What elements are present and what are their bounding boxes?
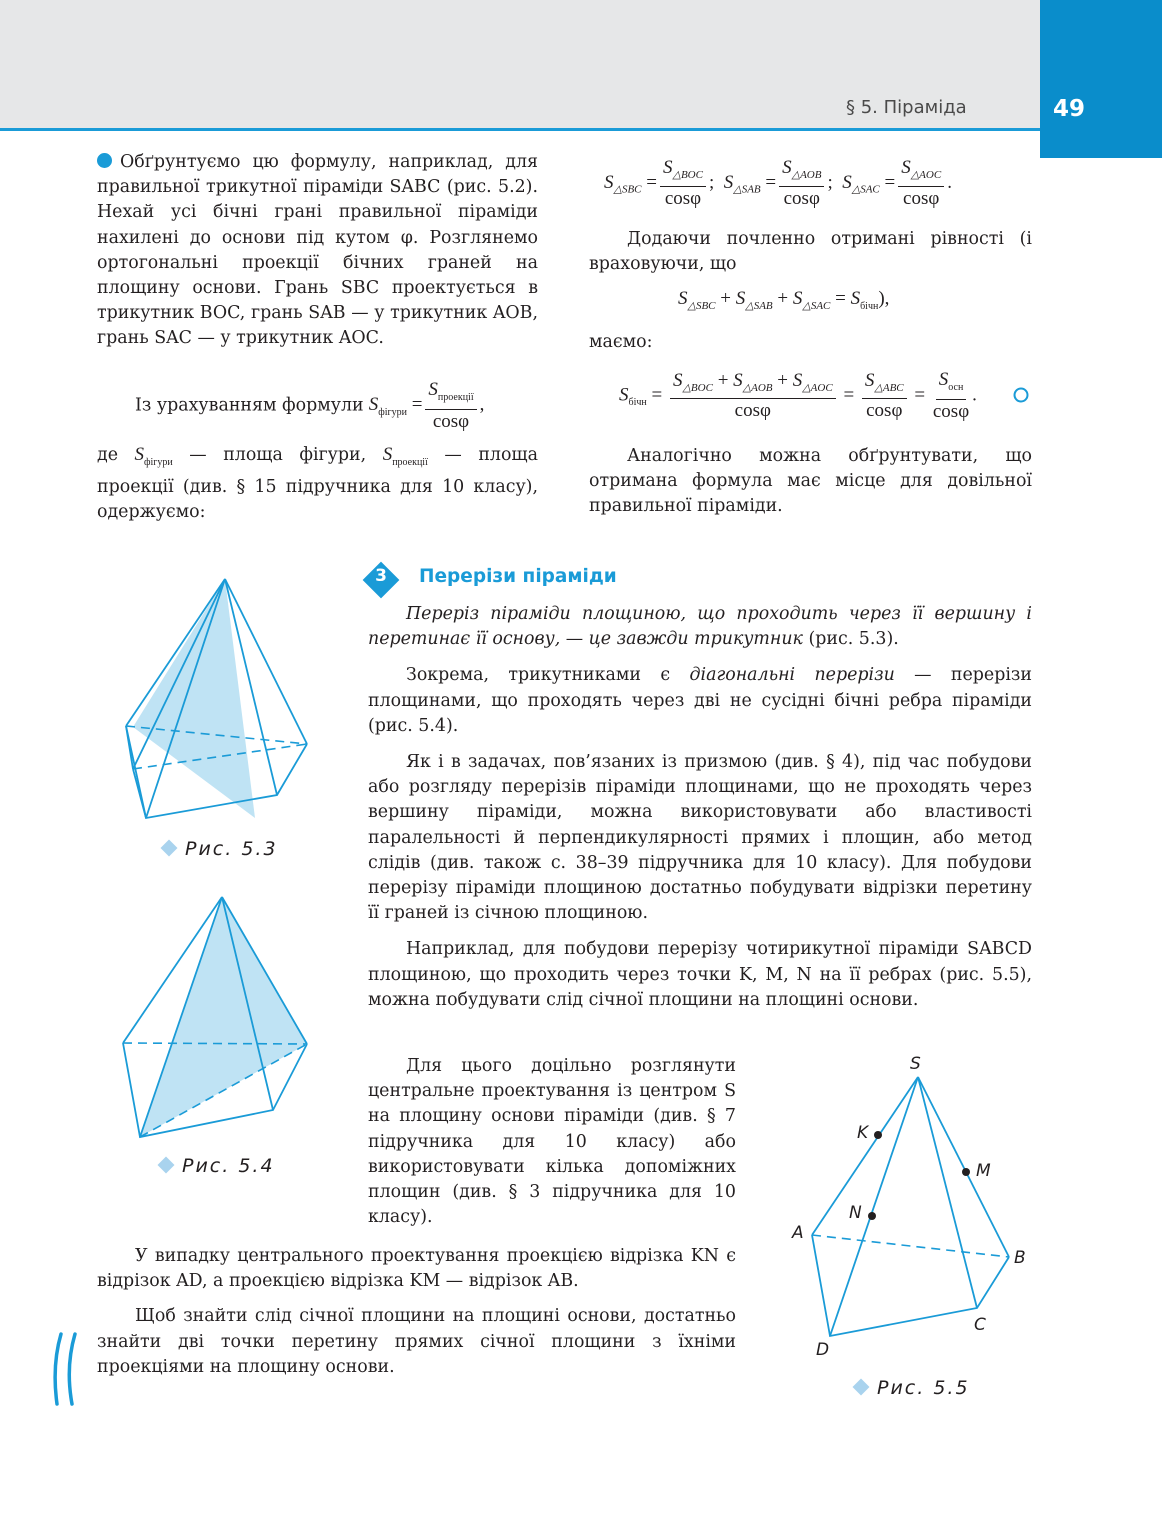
formula-symbol: S — [619, 384, 629, 406]
formula-cos: cosφ — [432, 410, 470, 432]
formula-sub: △SAC — [802, 299, 831, 312]
formula-sub: бічн — [860, 300, 879, 312]
section-p2-a: Зокрема, трикутниками є — [406, 665, 690, 686]
formula-sub: △BOC — [672, 168, 703, 181]
formula-symbol: S — [672, 369, 683, 391]
label-k: K — [857, 1123, 869, 1143]
left-p1-text: Обґрунтуємо цю формулу, наприклад, для правильної трикутної піраміди SABC (рис. 5.2). Нехай усі бічні грані правильної піраміди нахилені до основи під кутом φ. Розглянемо ортогональні проекції бічних граней на площину основи. Грань SBC проектується в трикутник BOC, грань SAB — у трикутник AOB, грань SAC — у трикутник AOC. — [97, 152, 538, 349]
caption-diamond-icon — [161, 840, 178, 857]
section-number: 3 — [375, 566, 387, 586]
formula-symbol: S — [604, 171, 614, 193]
header-rule — [0, 128, 1040, 131]
section-p6: У випадку центрального проектування проекцією відрізка KN є відрізок AD, а проекцією відрізка KM — відрізок AB. — [97, 1246, 736, 1292]
section-p2-c: — перерізи площинами, що проходять через дві не сусідні бічні ребра піраміди (рис. 5.4). — [368, 665, 1032, 736]
caption-diamond-icon — [853, 1379, 870, 1396]
label-n: N — [849, 1203, 862, 1223]
page-number-tab — [1040, 0, 1162, 158]
left-paragraph-3 — [97, 442, 538, 525]
formula-lateral-area: $S_{бічн}$ = $\frac{S_{\triangle BOC} + S_{\triangle AOB} + S_{\triangle AOC}}{\cos\varphi}$ = $\frac{S_{\triangle ABC}}{\cos\varphi}$ = $\frac{S_{осн}}{\cos\varphi}$ . — [619, 369, 977, 422]
figure-5-5 — [780, 1045, 1040, 1375]
formula-symbol: S — [134, 444, 145, 465]
margin-mark-icon — [48, 1330, 84, 1408]
section-p2 — [368, 663, 1032, 739]
formula-sub: △BOC — [682, 381, 713, 394]
formula-sub: фігури — [144, 456, 173, 468]
formula-sub: проекції — [392, 456, 428, 468]
left-column — [97, 150, 538, 352]
formula-cos: cosφ — [866, 400, 903, 422]
right-paragraph-3 — [589, 444, 1032, 520]
formula-symbol: S — [938, 369, 949, 390]
label-m: M — [976, 1161, 991, 1181]
section-p6-block — [97, 1244, 736, 1380]
point-m — [962, 1168, 970, 1176]
formula-symbol: S — [735, 288, 746, 309]
figure-5-5-caption — [855, 1377, 970, 1399]
formula-sub: фігури — [378, 407, 407, 419]
label-a: A — [792, 1223, 804, 1243]
formula-sub: △SBC — [687, 299, 716, 312]
section-p1-italic: Переріз піраміди площиною, що проходить через її вершину і перетинає її основу, — це завжди трикутник — [368, 604, 1032, 650]
left-p3-b: — площа фігури, — [189, 445, 367, 465]
formula-sub: △SBC — [613, 183, 642, 196]
right-paragraph-1 — [589, 227, 1032, 277]
caption-diamond-icon — [158, 1157, 175, 1174]
label-b: B — [1014, 1248, 1026, 1268]
formula-symbol: S — [792, 369, 803, 391]
label-c: C — [974, 1315, 986, 1335]
section-p7: Щоб знайти слід січної площини на площині основи, достатньо знайти дві точки перетину прямих січної площини з їхніми проекціями на площину основи. — [97, 1306, 736, 1377]
section-p2-b: діагональні перерізи — [689, 665, 895, 686]
formula-sub: △SAB — [745, 299, 773, 312]
formula-sub: △ABC — [874, 381, 904, 394]
caption-text: Рис. 5.4 — [182, 1155, 275, 1177]
section-p4: Наприклад, для побудови перерізу чотирикутної піраміди SABCD площиною, що проходить через точки K, M, N на її ребрах (рис. 5.5), можна побудувати слід січної площини на площині основи. — [368, 939, 1032, 1010]
section-p1 — [368, 602, 1032, 652]
formula-symbol: S — [782, 157, 792, 178]
bullet-dot-icon — [97, 153, 112, 168]
formula-symbol: S — [428, 379, 438, 400]
section-text — [368, 602, 1032, 1013]
formula-symbol: S — [723, 171, 734, 193]
left-p2-lead: Із урахуванням формули — [135, 395, 364, 416]
formula-area-projection: $S_{фігури}$ = $\frac{S_{проекції}}{\cos\varphi}$ , — [368, 379, 485, 432]
point-k — [874, 1131, 882, 1139]
formula-symbol: S — [792, 288, 803, 309]
formula-symbol: S — [733, 369, 743, 391]
figure-5-4-caption — [160, 1155, 275, 1177]
figure-5-3-caption — [163, 838, 278, 860]
formula-symbol: S — [850, 288, 861, 309]
figure-5-3 — [110, 570, 330, 830]
formula-symbol: S — [901, 157, 911, 178]
formula-sub: бічн — [628, 397, 647, 409]
formula-symbol: S — [842, 171, 852, 193]
formula-sub: △AOB — [791, 168, 822, 181]
figure-5-4 — [110, 890, 330, 1150]
formula-sub: △AOC — [910, 168, 942, 181]
formula-sub: △AOB — [742, 381, 773, 394]
left-paragraph-1 — [97, 150, 538, 352]
point-n — [868, 1212, 876, 1220]
formula-cos: cosφ — [932, 400, 970, 422]
formula-sub: осн — [948, 381, 964, 393]
formula-symbol: S — [382, 444, 393, 465]
section-p5-block — [368, 1054, 736, 1230]
running-head: § 5. Піраміда — [846, 97, 967, 118]
section-title: Перерізи піраміди — [419, 566, 617, 587]
formula-cos: cosφ — [783, 187, 820, 209]
formula-sum-areas: $S_{\triangle SBC} + S_{\triangle SAB} + S_{\triangle SAC} = S_{бічн}$), — [678, 288, 890, 312]
formula-symbol: S — [368, 394, 379, 416]
formula-cos: cosφ — [903, 187, 940, 209]
formula-sub: △AOC — [802, 381, 833, 394]
caption-text: Рис. 5.3 — [185, 838, 278, 860]
label-s: S — [910, 1054, 921, 1074]
right-p2-text: маємо: — [589, 332, 653, 352]
left-p3-a: де — [97, 445, 118, 465]
formula-figure-area — [135, 380, 555, 432]
right-paragraph-2 — [589, 330, 653, 355]
formula-sub: △SAC — [851, 183, 880, 196]
formula-row-projections: $S_{\triangle SBC}$ = $\frac{S_{\triangle BOC}}{\cos\varphi}$ ; $S_{\triangle SAB}$ = $\frac{S_{\triangle AOB}}{\cos\varphi}$ ; $S_{\triangle SAC}$ = $\frac{S_{\triangle AOC}}{\cos\varphi}$ . — [604, 157, 952, 209]
right-p1-text: Додаючи почленно отримані рівності (і враховуючи, що — [589, 229, 1032, 275]
caption-text: Рис. 5.5 — [877, 1377, 970, 1399]
formula-symbol: S — [678, 288, 688, 309]
formula-sub: проекції — [437, 391, 474, 403]
formula-cos: cosφ — [664, 187, 702, 209]
formula-symbol: S — [864, 369, 875, 391]
formula-symbol: S — [662, 157, 673, 178]
section-p5: Для цього доцільно розглянути центральне проектування із центром S на площину основи піраміди (див. § 7 підручника для 10 класу) або використовувати кілька допоміжних площин (див. § 3 підручника для 10 класу). — [368, 1056, 736, 1228]
section-p3: Як і в задачах, пов’язаних із призмою (див. § 4), під час побудови або розгляду перерізів піраміди площинами, що не проходять через вершину піраміди, можна використовувати або властивості паралельності й перпендикулярності прямих і площин, або метод слідів (див. також с. 38–39 підручника для 10 класу). Для побудови перерізу піраміди площиною достатньо побудувати відрізки перетину її граней із січною площиною. — [368, 752, 1032, 924]
proof-end-circle-icon — [1012, 386, 1030, 404]
right-p3-text: Аналогічно можна обґрунтувати, що отримана формула має місце для довільної правильної піраміди. — [589, 446, 1032, 517]
page-number: 49 — [1052, 96, 1085, 122]
label-d: D — [816, 1340, 830, 1360]
left-p3-c: — площа проекції (див. § 15 підручника для 10 класу), одержуємо: — [97, 445, 538, 523]
formula-cos: cosφ — [734, 400, 771, 422]
formula-sub: △SAB — [733, 183, 761, 196]
section-p1-ref: (рис. 5.3). — [802, 629, 899, 650]
